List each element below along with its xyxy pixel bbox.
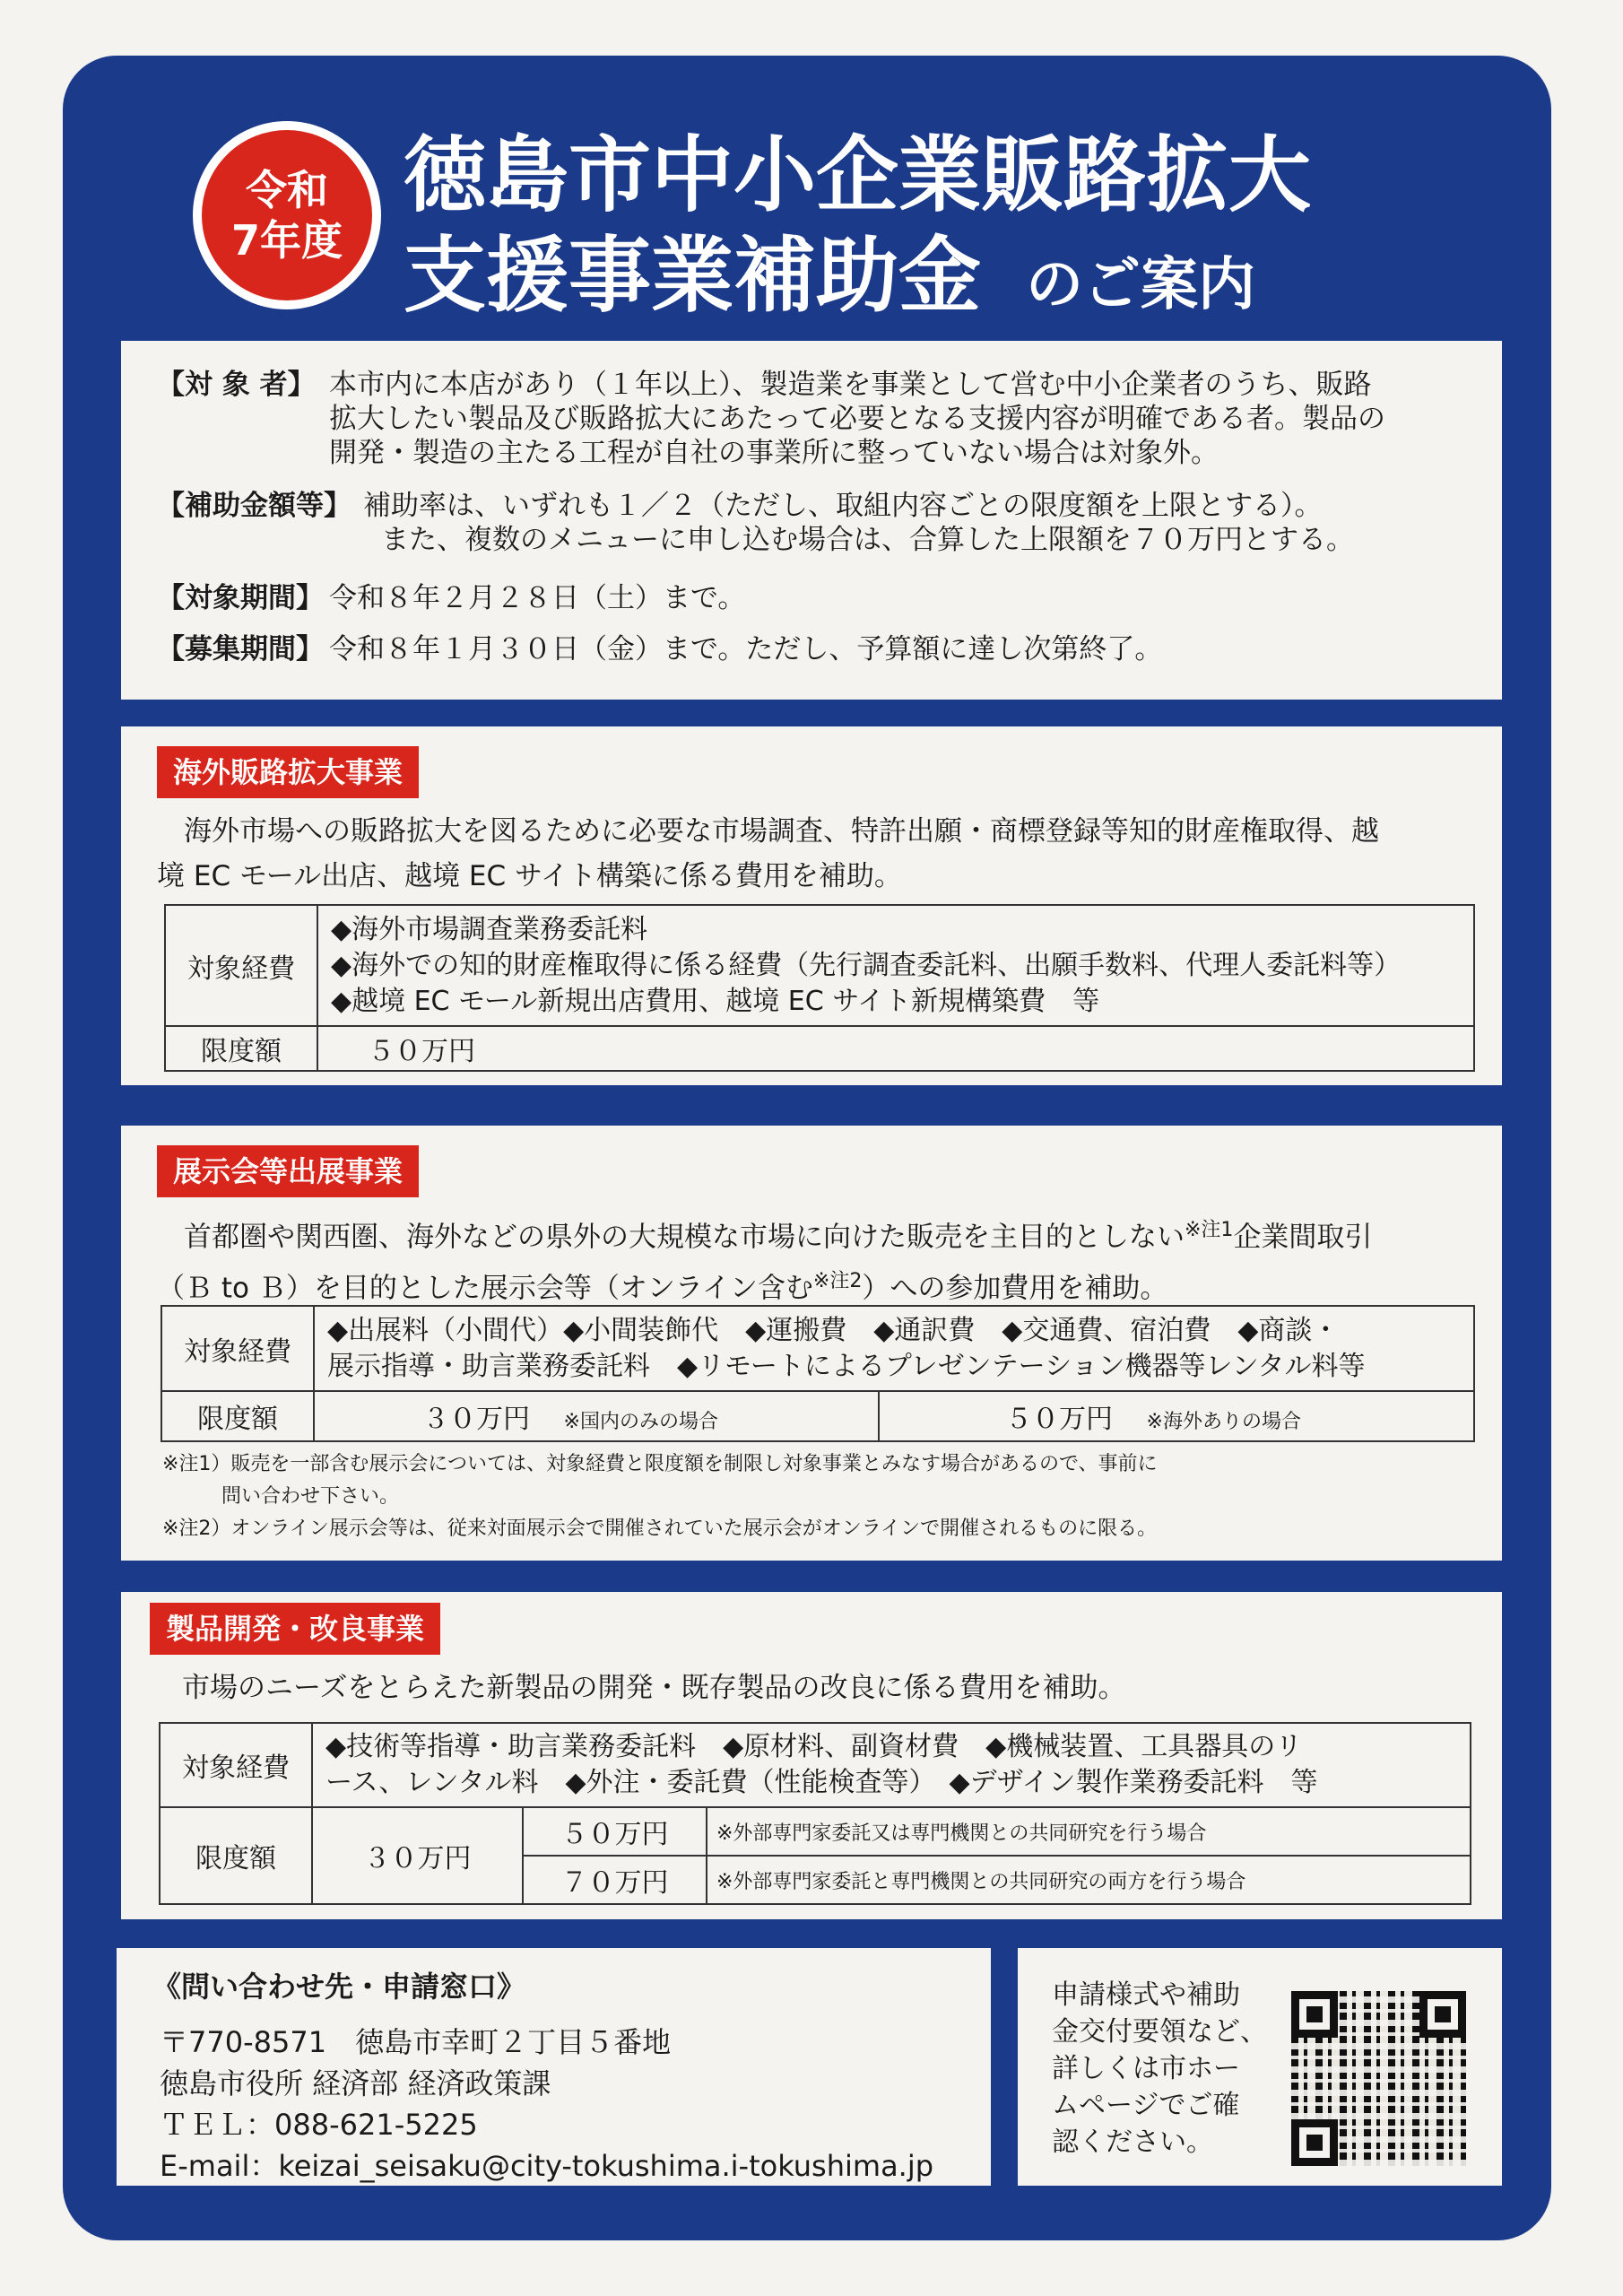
limit-domestic: ３０万円 [422, 1404, 530, 1435]
website-text: 詳しくは市ホー [1052, 2053, 1240, 2084]
overseas-heading: 海外販路拡大事業 [157, 746, 419, 798]
target-line: 本市内に本店があり（１年以上）、製造業を事業として営む中小企業者のうち、販路 [329, 369, 1372, 401]
footnote: ※注2）オンライン展示会等は、従来対面展示会で開催されていた展示会がオンラインで開催されるものに限る。 [162, 1518, 1158, 1540]
limit-50-note: ※外部専門家委託又は専門機関との共同研究を行う場合 [707, 1807, 1471, 1856]
overseas-cost-table [164, 904, 1475, 1072]
cost-item: ◆海外での知的財産権取得に係る経費（先行調査委託料、出願手数料、代理人委託料等） [331, 949, 1402, 981]
contact-address: 〒770-8571 徳島市幸町２丁目５番地 [160, 2025, 672, 2059]
cost-item: ◆海外市場調査業務委託料 [331, 913, 648, 945]
exhibition-cost-table [161, 1305, 1475, 1442]
website-text: 金交付要領など、 [1052, 2016, 1267, 2048]
title-line1: 徳島市中小企業販路拡大 [404, 127, 1312, 223]
overseas-desc: 境 EC モール出店、越境 EC サイト構築に係る費用を補助。 [157, 860, 902, 892]
cost-item: ース、レンタル料 ◆外注・委託費（性能検査等） ◆デザイン製作業務委託料 等 [325, 1767, 1318, 1798]
title-main: 支援事業補助金 [404, 228, 982, 324]
target-label: 【対 象 者】 [157, 369, 316, 401]
cost-label: 対象経費 [160, 1723, 312, 1807]
contact-office: 徳島市役所 経済部 経済政策課 [160, 2066, 551, 2100]
amount-label: 【補助金額等】 [157, 490, 352, 522]
overseas-desc: 海外市場への販路拡大を図るために必要な市場調査、特許出願・商標登録等知的財産権取得、越 [184, 815, 1379, 848]
product-heading: 製品開発・改良事業 [150, 1603, 440, 1655]
limit-overseas-note: ※海外ありの場合 [1146, 1411, 1301, 1433]
exhibition-desc: ）への参加費用を補助。 [862, 1272, 1168, 1305]
limit-overseas: ５０万円 [1005, 1404, 1113, 1435]
qr-code[interactable] [1291, 1991, 1466, 2166]
amount-line: 補助率は、いずれも１／２（ただし、取組内容ごとの限度額を上限とする）。 [363, 490, 1323, 522]
overseas-panel [121, 726, 1502, 1085]
product-desc: 市場のニーズをとらえた新製品の開発・既存製品の改良に係る費用を補助。 [182, 1672, 1126, 1704]
exhibition-heading: 展示会等出展事業 [157, 1145, 419, 1197]
contact-heading: 《問い合わせ先・申請窓口》 [152, 1970, 526, 2004]
period-text: 令和８年２月２８日（土）まで。 [329, 582, 746, 614]
exhibition-desc: 企業間取引 [1233, 1221, 1373, 1254]
limit-label: 限度額 [165, 1026, 317, 1071]
footnote: 問い合わせ下さい。 [162, 1485, 400, 1508]
limit-70-note: ※外部専門家委託と専門機関との共同研究の両方を行う場合 [707, 1856, 1471, 1904]
limit-50: ５０万円 [523, 1807, 707, 1856]
exhibition-desc: 首都圏や関西圏、海外などの県外の大規模な市場に向けた販売を主目的としない [184, 1221, 1185, 1254]
cost-item: 展示指導・助言業務委託料 ◆リモートによるプレゼンテーション機器等レンタル料等 [327, 1350, 1366, 1382]
cost-item: ◆出展料（小間代）◆小間装飾代 ◆運搬費 ◆通訳費 ◆交通費、宿泊費 ◆商談・ [327, 1314, 1340, 1346]
contact-email[interactable]: E-mail：keizai_seisaku@city-tokushima.i-tokushima.jp [160, 2149, 934, 2183]
cost-item: ◆越境 EC モール新規出店費用、越境 EC サイト新規構築費 等 [331, 985, 1100, 1017]
limit-domestic-note: ※国内のみの場合 [563, 1411, 718, 1433]
badge-era: 令和 [246, 166, 328, 214]
recruit-label: 【募集期間】 [157, 633, 324, 665]
cost-label: 対象経費 [165, 905, 317, 1026]
title-line2 [404, 228, 1256, 324]
target-line: 拡大したい製品及び販路拡大にあたって必要となる支援内容が明確である者。製品の [329, 403, 1385, 435]
footnote: ※注1）販売を一部含む展示会については、対象経費と限度額を制限し対象事業とみなす場合があるので、事前に [162, 1453, 1158, 1475]
exhibition-panel [121, 1126, 1502, 1561]
target-line: 開発・製造の主たる工程が自社の事業所に整っていない場合は対象外。 [329, 437, 1219, 469]
badge-year: 7年度 [230, 216, 343, 265]
overview-panel [121, 341, 1502, 700]
product-cost-table [159, 1722, 1471, 1905]
period-label: 【対象期間】 [157, 582, 324, 614]
note-ref: ※注1 [1185, 1219, 1234, 1241]
website-text: 認ください。 [1052, 2126, 1213, 2158]
recruit-text: 令和８年１月３０日（金）まで。ただし、予算額に達し次第終了。 [329, 633, 1163, 665]
limit-label: 限度額 [161, 1391, 314, 1441]
cost-label: 対象経費 [161, 1306, 314, 1391]
limit-label: 限度額 [160, 1807, 312, 1904]
year-badge [193, 121, 381, 309]
title-suffix: のご案内 [1026, 252, 1256, 318]
cost-item: ◆技術等指導・助言業務委託料 ◆原材料、副資材費 ◆機械装置、工具器具のリ [325, 1731, 1303, 1762]
note-ref: ※注2 [812, 1270, 863, 1293]
website-text: ムページでご確 [1052, 2090, 1240, 2121]
limit-70: ７０万円 [523, 1856, 707, 1904]
contact-panel [117, 1948, 991, 2186]
product-panel [121, 1592, 1502, 1919]
contact-tel: ＴＥＬ：088-621-5225 [160, 2108, 478, 2142]
website-text: 申請様式や補助 [1052, 1979, 1240, 2011]
amount-line: また、複数のメニューに申し込む場合は、合算した上限額を７０万円とする。 [381, 524, 1354, 556]
exhibition-desc: （Ｂ to Ｂ）を目的とした展示会等（オンライン含む [157, 1272, 813, 1305]
limit-base: ３０万円 [312, 1807, 523, 1904]
limit-value: ５０万円 [317, 1026, 1474, 1071]
